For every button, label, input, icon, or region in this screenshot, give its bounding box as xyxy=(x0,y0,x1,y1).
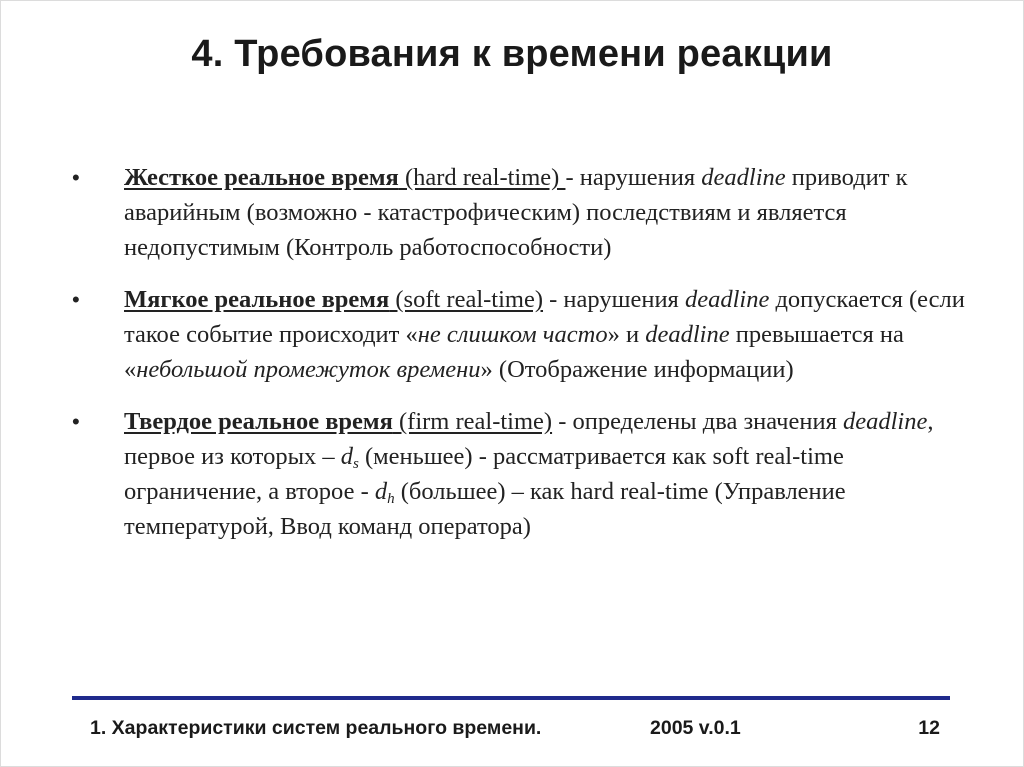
term-en: (soft real-time) xyxy=(389,286,544,313)
term-ru: Мягкое реальное время xyxy=(124,286,390,313)
deadline-term: deadline xyxy=(701,164,786,191)
slide-title: 4. Требования к времени реакции xyxy=(191,33,833,75)
slide-footer xyxy=(90,717,940,747)
term-en: (firm real-time) xyxy=(392,408,553,435)
text-segment: - нарушения xyxy=(543,286,685,313)
text-segment: - нарушения xyxy=(565,164,702,191)
term-en: (hard real-time) xyxy=(398,164,566,191)
symbol-subscript: h xyxy=(387,491,395,507)
bullet-marker: • xyxy=(72,165,80,190)
text-segment: » (Отображение информации) xyxy=(480,356,794,383)
symbol-subscript: s xyxy=(353,456,359,472)
bullet-item-soft xyxy=(72,282,972,387)
text-segment: » и xyxy=(607,321,646,348)
deadline-term: deadline xyxy=(645,321,730,348)
term-ru: Твердое реальное время xyxy=(124,408,393,435)
term-firm-realtime xyxy=(124,408,552,435)
page-number: 12 xyxy=(918,717,940,739)
quoted-phrase: небольшой промежуток времени xyxy=(136,356,481,383)
symbol-d: d xyxy=(340,443,354,470)
term-hard-realtime xyxy=(124,164,565,191)
deadline-term: deadline xyxy=(842,408,928,435)
text-segment: , первое из которых – xyxy=(124,408,934,470)
term-ru: Жесткое реальное время xyxy=(124,164,399,191)
bullet-item-hard xyxy=(72,160,972,265)
text-segment: (большее) – как hard real-time (Управление температурой, Ввод команд оператора) xyxy=(124,478,846,540)
term-soft-realtime xyxy=(124,286,543,313)
footer-divider xyxy=(72,696,950,700)
bullet-marker: • xyxy=(72,409,80,434)
text-segment: приводит к аварийным (возможно - катастрофическим) последствиям и является недопустимым (Контроль работоспособности) xyxy=(124,164,908,261)
bullet-item-firm xyxy=(72,404,972,544)
text-segment: (меньшее) - рассматривается как soft real-time ограничение, а второе - xyxy=(124,443,844,505)
text-segment: - определены два значения xyxy=(552,408,843,435)
bullet-list xyxy=(72,160,972,561)
text-segment: допускается (если такое событие происходит « xyxy=(124,286,965,348)
text-segment: превышается на « xyxy=(124,321,904,383)
bullet-marker: • xyxy=(72,287,80,312)
deadline-term: deadline xyxy=(684,286,770,313)
symbol-d: d xyxy=(374,478,388,505)
footer-version: 2005 v.0.1 xyxy=(650,717,741,739)
footer-course-title: 1. Характеристики систем реального времени. xyxy=(90,717,542,739)
quoted-phrase: не слишком часто xyxy=(417,321,608,348)
